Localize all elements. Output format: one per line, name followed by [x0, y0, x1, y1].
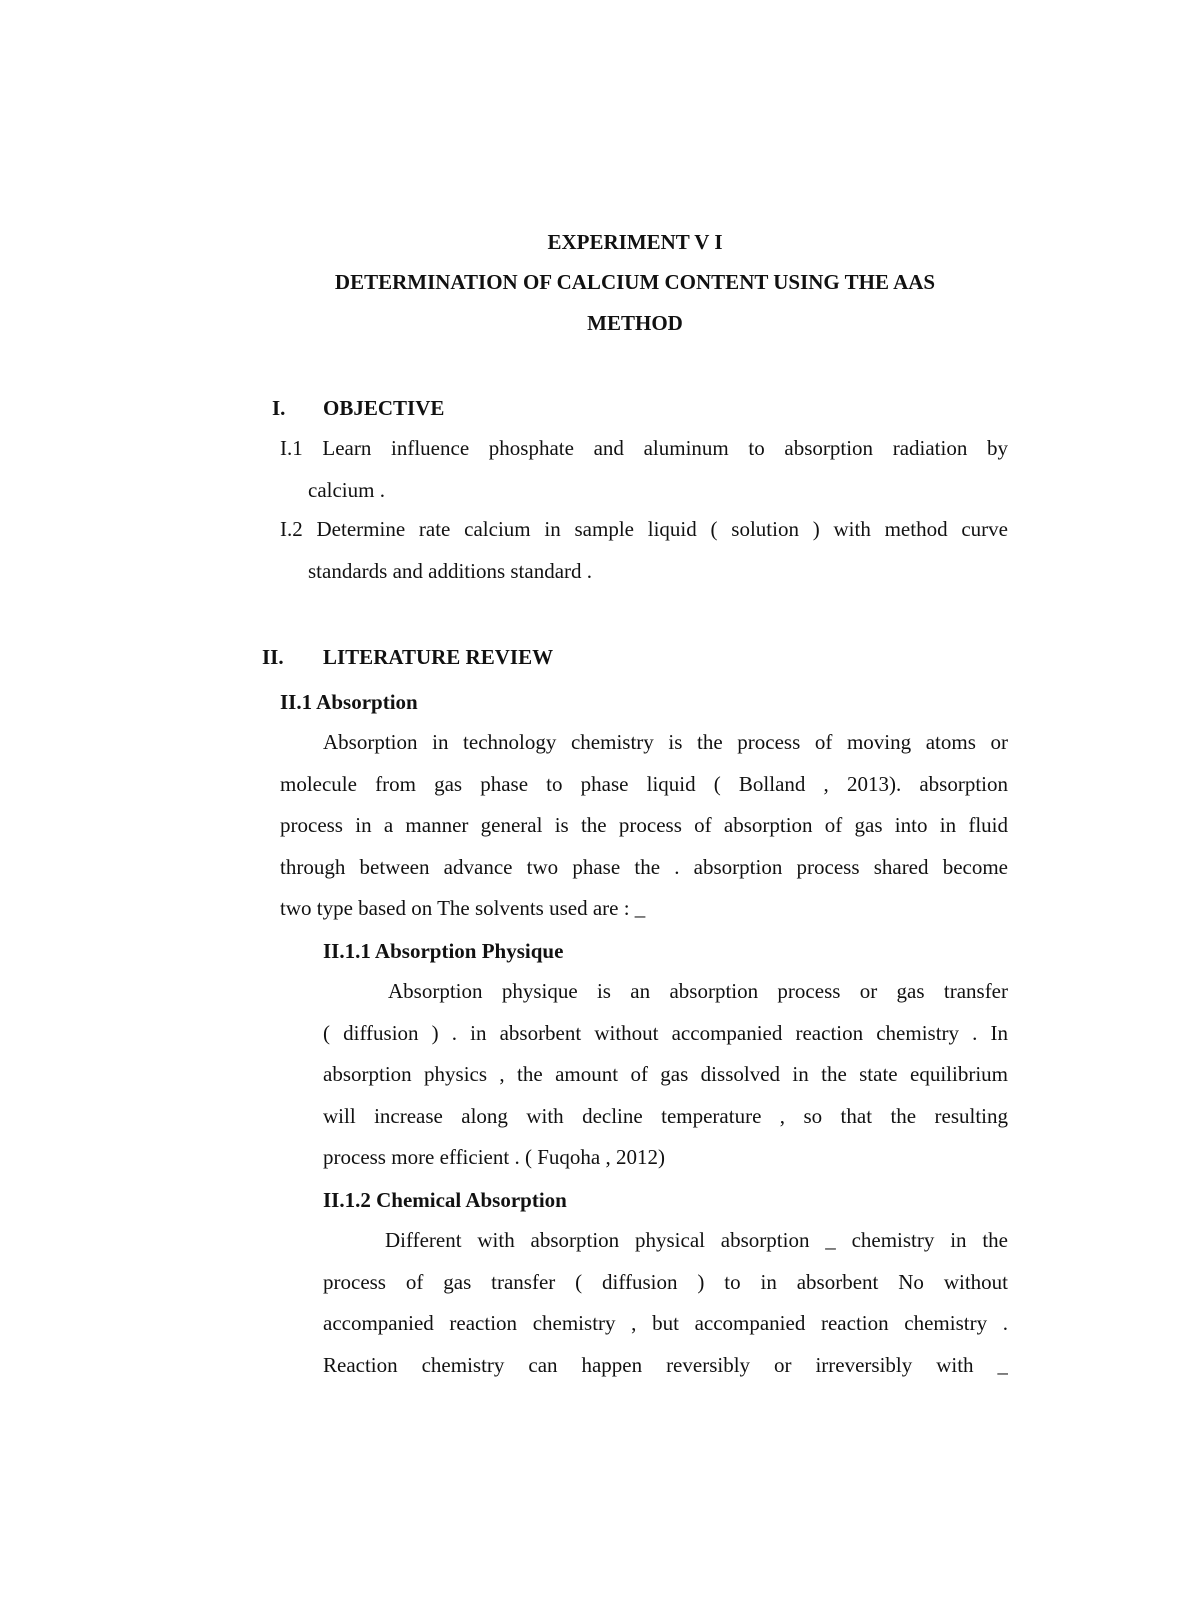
objective-item-2 [280, 509, 1008, 592]
subsection-2-1-2-heading: II.1.2 Chemical Absorption [323, 1188, 567, 1212]
subsection-2-1-1-paragraph [323, 971, 1008, 1179]
paragraph-line: Absorption physique is an absorption process or gas transfer [388, 979, 1008, 1003]
subsection-2-1-2-paragraph [323, 1220, 1008, 1386]
paragraph-line: ( diffusion ) . in absorbent without accompanied reaction chemistry . In [323, 1020, 1008, 1045]
document-title-line-2: METHOD [587, 311, 683, 335]
paragraph-line: process of gas transfer ( diffusion ) to in absorbent No without [323, 1269, 1008, 1294]
objective-item-1-line-1: I.1 Learn influence phosphate and aluminum to absorption radiation by [280, 436, 1008, 460]
paragraph-line: process in a manner general is the process of absorption of gas into in fluid [280, 813, 1008, 837]
subsection-2-1-heading: II.1 Absorption [280, 690, 418, 714]
subsection-2-1-1-heading: II.1.1 Absorption Physique [323, 939, 564, 963]
paragraph-line: Different with absorption physical absorption _ chemistry in the [385, 1228, 1008, 1252]
document-title-line-1: DETERMINATION OF CALCIUM CONTENT USING THE AAS [334, 270, 936, 294]
paragraph-line: Absorption in technology chemistry is the process of moving atoms or [323, 730, 1008, 754]
section-2-heading: LITERATURE REVIEW [323, 645, 554, 669]
paragraph-line: molecule from gas phase to phase liquid ( Bolland , 2013). absorption [280, 771, 1008, 796]
paragraph-line: will increase along with decline temperature , so that the resulting [323, 1103, 1008, 1128]
objective-item-1 [280, 428, 1008, 511]
paragraph-line: through between advance two phase the . absorption process shared become [280, 854, 1008, 879]
objective-item-2-line-1: I.2 Determine rate calcium in sample liquid ( solution ) with method curve [280, 517, 1008, 541]
experiment-title: EXPERIMENT V I [547, 230, 723, 254]
paragraph-line: process more efficient . ( Fuqoha , 2012) [323, 1145, 665, 1169]
section-1-heading: OBJECTIVE [323, 396, 445, 420]
objective-item-2-line-2: standards and additions standard . [308, 558, 593, 583]
paragraph-line: absorption physics , the amount of gas dissolved in the state equilibrium [323, 1062, 1008, 1086]
paragraph-line: Reaction chemistry can happen reversibly or irreversibly with _ [323, 1352, 1008, 1377]
section-2-number: II. [262, 645, 284, 669]
objective-item-1-line-2: calcium . [308, 477, 385, 502]
section-1-number: I. [272, 396, 286, 420]
paragraph-line: accompanied reaction chemistry , but accompanied reaction chemistry . [323, 1311, 1008, 1335]
paragraph-line: two type based on The solvents used are : _ [280, 896, 646, 920]
subsection-2-1-paragraph [280, 722, 1008, 930]
